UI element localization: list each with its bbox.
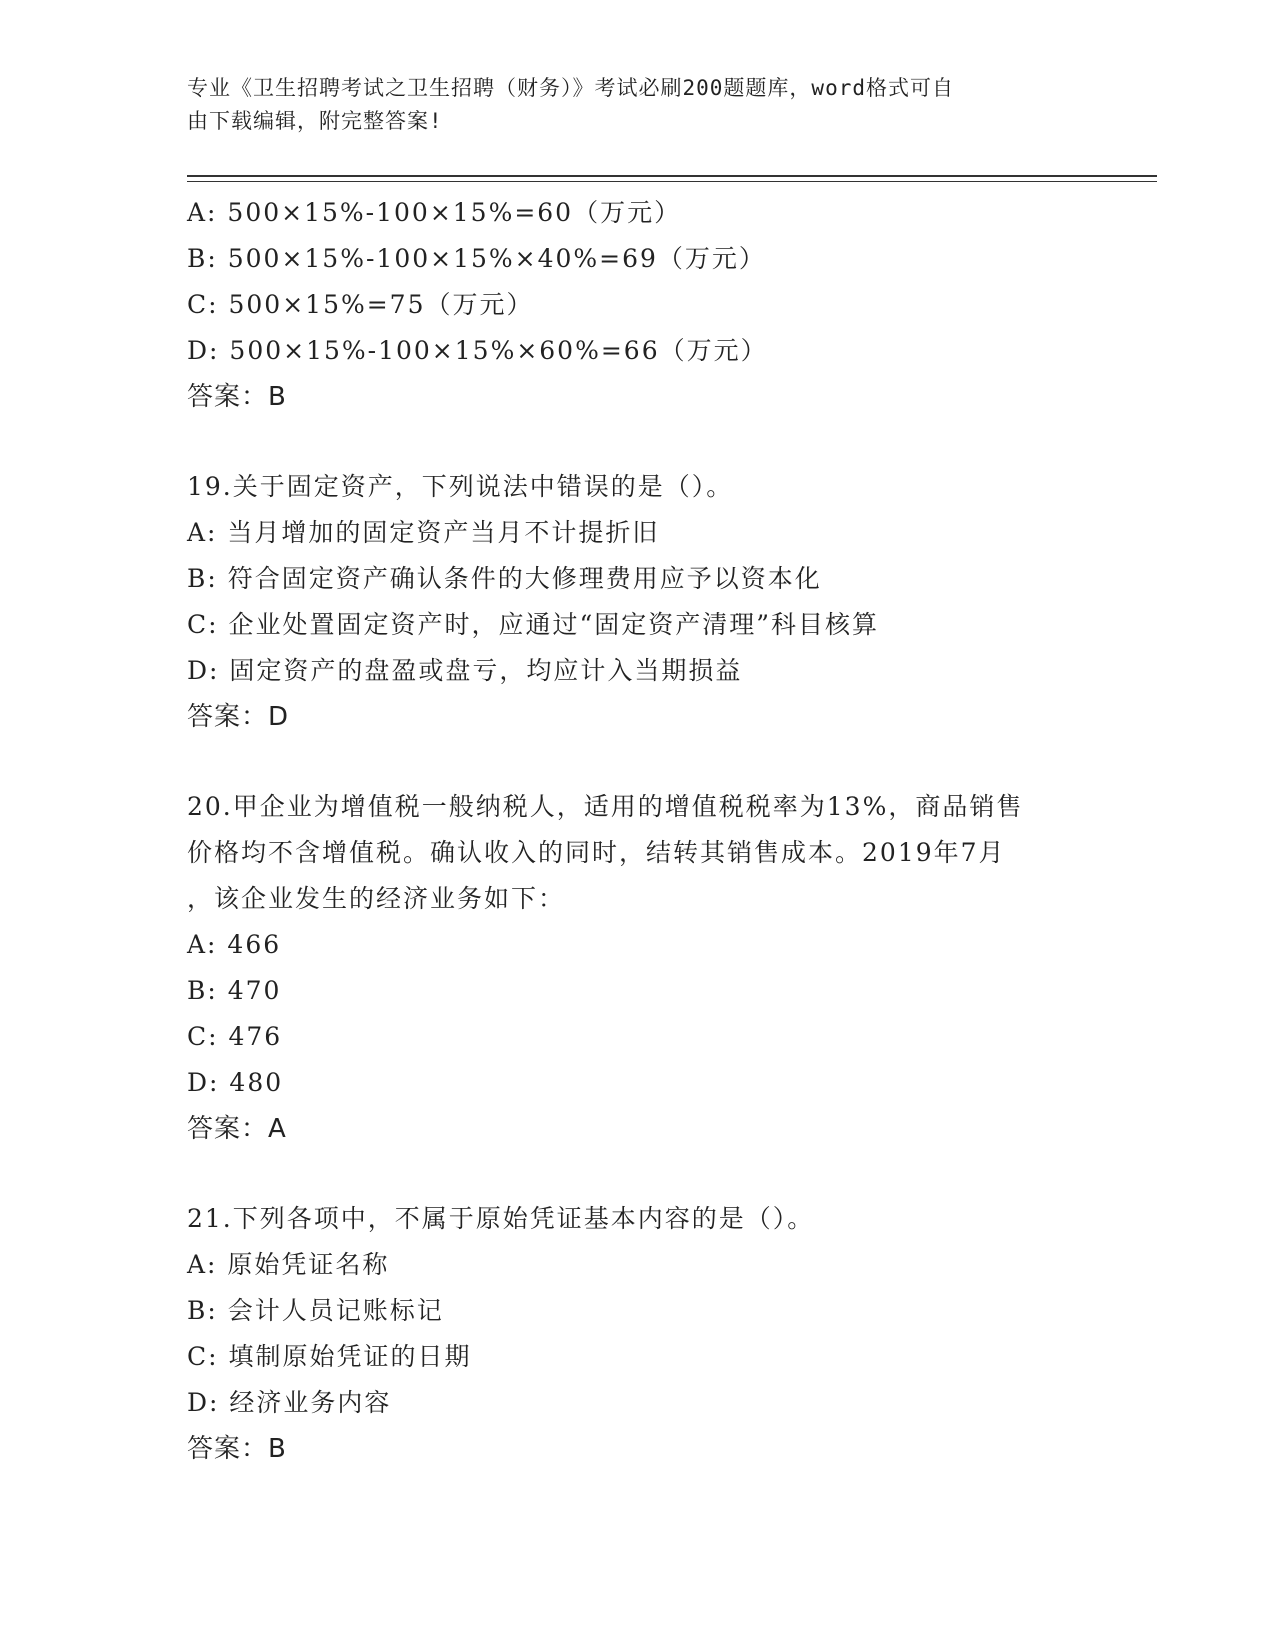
- option-c: C: 企业处置固定资产时，应通过“固定资产清理”科目核算: [187, 610, 880, 639]
- option-c: C: 填制原始凭证的日期: [187, 1342, 472, 1371]
- option-d: D: 经济业务内容: [187, 1388, 392, 1417]
- question-list: [187, 190, 1087, 1472]
- question-18: [187, 190, 1087, 420]
- option-d: D: 固定资产的盘盈或盘亏，均应计入当期损益: [187, 656, 743, 685]
- option-a: A: 原始凭证名称: [187, 1250, 390, 1279]
- option-b: B: 会计人员记账标记: [187, 1296, 444, 1325]
- option-a: A: 466: [187, 930, 282, 959]
- question-21: [187, 1196, 1087, 1472]
- question-stem: 19.关于固定资产，下列说法中错误的是（）。: [187, 472, 734, 501]
- answer: 答案：B: [187, 1434, 287, 1464]
- question-stem-line-3: ，该企业发生的经济业务如下：: [187, 884, 566, 913]
- option-b: B: 500×15%-100×15%×40%=69（万元）: [187, 244, 766, 273]
- option-a: A: 当月增加的固定资产当月不计提折旧: [187, 518, 660, 547]
- document-header: [187, 72, 1067, 138]
- header-line-2: 由下载编辑，附完整答案!: [187, 109, 443, 133]
- option-a: A: 500×15%-100×15%=60（万元）: [187, 198, 682, 227]
- header-line-1: 专业《卫生招聘考试之卫生招聘（财务）》考试必刷200题题库，word格式可自: [187, 76, 954, 100]
- header-divider-thick: [187, 175, 1157, 177]
- question-stem-line-2: 价格均不含增值税。确认收入的同时，结转其销售成本。2019年7月: [187, 838, 1006, 867]
- spacer: [187, 740, 1087, 784]
- question-20: [187, 784, 1087, 1152]
- question-stem: 21.下列各项中，不属于原始凭证基本内容的是（）。: [187, 1204, 815, 1233]
- option-c: C: 476: [187, 1022, 283, 1051]
- header-divider-thin: [187, 181, 1157, 182]
- question-19: [187, 464, 1087, 740]
- answer: 答案：A: [187, 1114, 287, 1144]
- option-b: B: 470: [187, 976, 282, 1005]
- spacer: [187, 1152, 1087, 1196]
- spacer: [187, 420, 1087, 464]
- answer: 答案：D: [187, 702, 290, 732]
- option-d: D: 500×15%-100×15%×60%=66（万元）: [187, 336, 768, 365]
- option-c: C: 500×15%=75（万元）: [187, 290, 534, 319]
- answer: 答案：B: [187, 382, 287, 412]
- option-b: B: 符合固定资产确认条件的大修理费用应予以资本化: [187, 564, 822, 593]
- question-stem-line-1: 20.甲企业为增值税一般纳税人，适用的增值税税率为13%，商品销售: [187, 792, 1024, 821]
- option-d: D: 480: [187, 1068, 284, 1097]
